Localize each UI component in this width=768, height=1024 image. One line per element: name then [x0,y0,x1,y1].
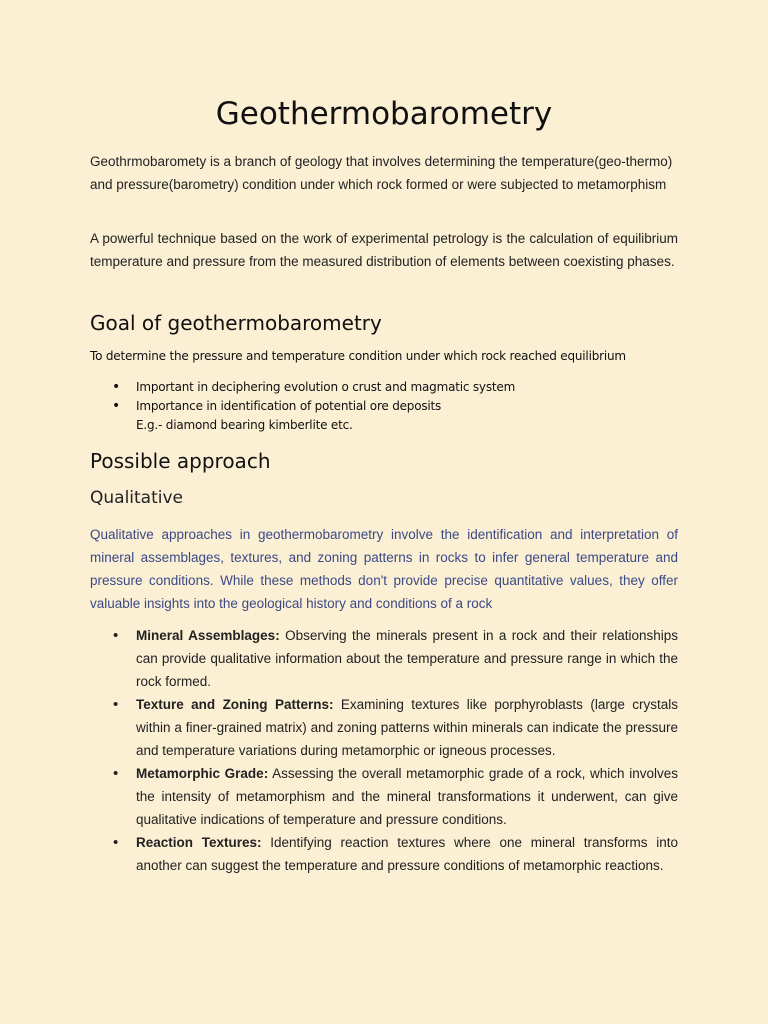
item-text: Examining textures like porphyroblasts (large crystals within a finer-grained matrix) and zoning patterns within minerals can indicate the pressure and temperature variations during metamorphic or igneous processes. [136,697,678,758]
goal-item-text: Important in deciphering evolution o crust and magmatic system [136,380,516,394]
goal-item-example: E.g.- diamond bearing kimberlite etc. [136,418,353,432]
approach-heading: Possible approach [90,449,271,473]
list-item [90,624,678,693]
item-text: Identifying reaction textures where one mineral transforms into another can suggest the temperature and pressure conditions of metamorphic reactions. [136,835,679,873]
intro-paragraph-1: Geothrmobaromety is a branch of geology that involves determining the temperature(geo-thermo) and pressure(barometry) condition under which rock formed or were subjected to metamorphism [90,154,673,192]
goal-list [90,378,515,435]
goal-item-text: Importance in identification of potential ore deposits [136,399,442,413]
item-text: Observing the minerals present in a rock and their relationships can provide qualitative information about the temperature and pressure range in which the rock formed. [136,628,678,689]
intro-paragraph-2: A powerful technique based on the work of experimental petrology is the calculation of equilibrium temperature and pressure from the measured distribution of elements between coexisting phases. [90,231,678,269]
list-item [90,831,678,877]
list-item [90,378,515,397]
list-item [90,762,678,831]
goal-heading: Goal of geothermobarometry [90,311,382,335]
list-item [90,693,678,762]
qualitative-list [90,624,678,877]
page-title: Geothermobarometry [215,96,553,132]
qualitative-subheading: Qualitative [90,488,184,508]
item-term: Texture and Zoning Patterns: [136,697,334,712]
qualitative-paragraph: Qualitative approaches in geothermobarometry involve the identification and interpretation of mineral assemblages, textures, and zoning patterns in rocks to infer general temperature and pressure conditions. While these methods don't provide precise quantitative values, they offer valuable insights into the geological history and conditions of a rock [90,527,678,611]
list-item [90,397,515,435]
item-term: Mineral Assemblages: [136,628,280,643]
item-term: Reaction Textures: [136,835,262,850]
goal-text: To determine the pressure and temperature condition under which rock reached equilibrium [90,349,626,363]
item-term: Metamorphic Grade: [136,766,269,781]
item-text: Assessing the overall metamorphic grade of a rock, which involves the intensity of metamorphism and the mineral transformations it underwent, can give qualitative indications of temperature and pressure conditions. [136,766,678,827]
